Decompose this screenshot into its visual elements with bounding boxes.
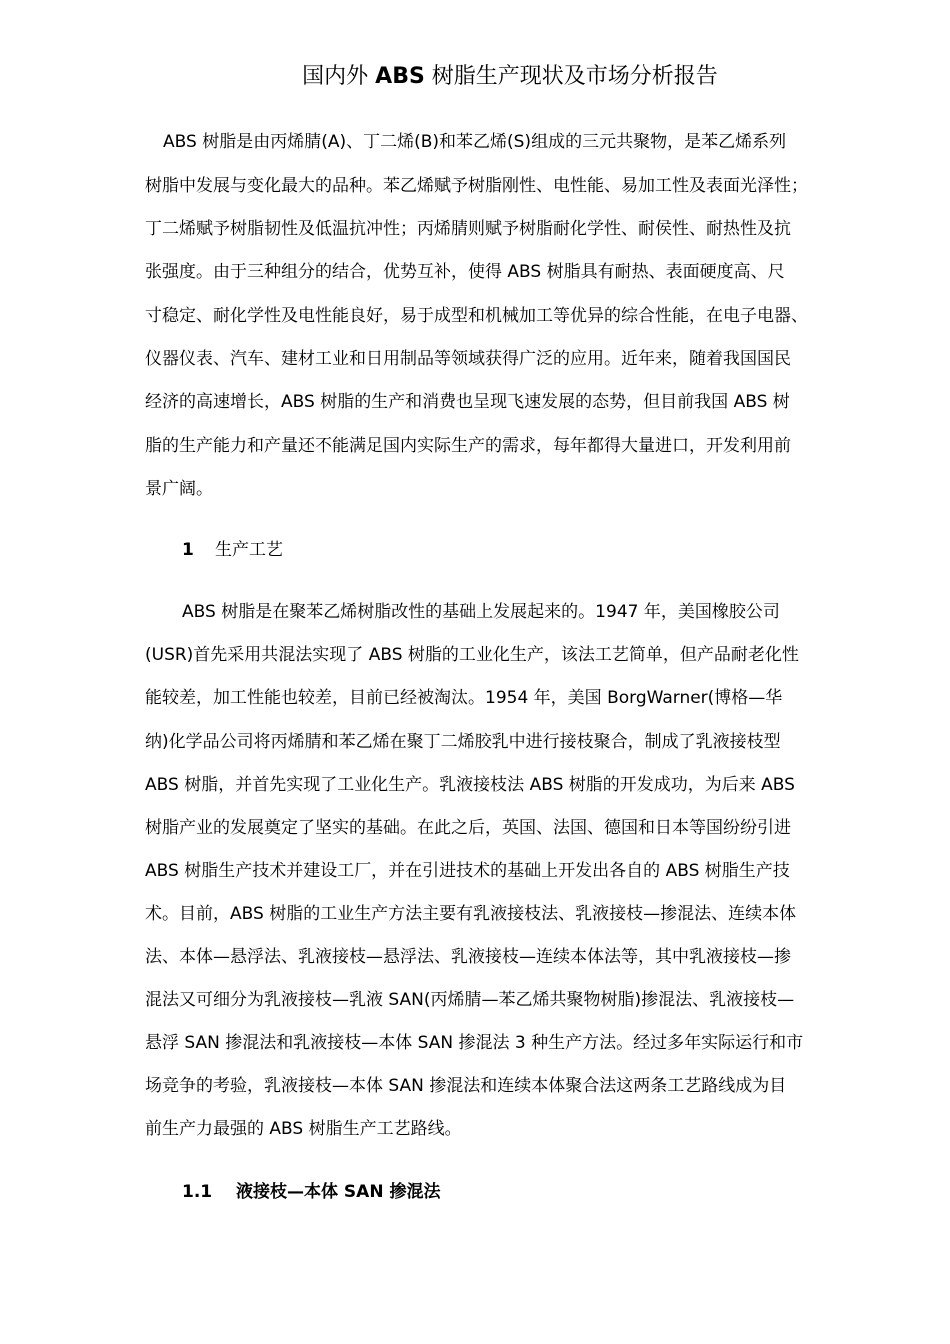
intro-line: 寸稳定、耐化学性及电性能良好，易于成型和机械加工等优异的综合性能，在电子电器、	[145, 306, 808, 326]
body-line: ABS 树脂生产技术并建设工厂，并在引进技术的基础上开发出各自的 ABS 树脂生产技	[145, 861, 790, 881]
intro-line: 经济的高速增长，ABS 树脂的生产和消费也呈现飞速发展的态势，但目前我国 ABS 树	[145, 392, 790, 412]
body-line: 前生产力最强的 ABS 树脂生产工艺路线。	[145, 1119, 462, 1139]
intro-line: 张强度。由于三种组分的结合，优势互补，使得 ABS 树脂具有耐热、表面硬度高、尺	[145, 262, 785, 282]
document-title	[0, 60, 950, 94]
body-line: (USR)首先采用共混法实现了 ABS 树脂的工业化生产，该法工艺简单，但产品耐老化性	[145, 645, 799, 665]
section-1-1-heading	[182, 1180, 440, 1204]
title-suffix: 树脂生产现状及市场分析报告	[424, 64, 718, 89]
section-number: 1.1	[182, 1182, 213, 1202]
body-line: ABS 树脂，并首先实现了工业化生产。乳液接枝法 ABS 树脂的开发成功，为后来 ABS	[145, 775, 795, 795]
body-line: 场竞争的考验，乳液接枝—本体 SAN 掺混法和连续本体聚合法这两条工艺路线成为目	[145, 1076, 787, 1096]
intro-line: 树脂中发展与变化最大的品种。苯乙烯赋予树脂刚性、电性能、易加工性及表面光泽性；	[145, 176, 808, 196]
body-line: 混法又可细分为乳液接枝—乳液 SAN(丙烯腈—苯乙烯共聚物树脂)掺混法、乳液接枝—	[145, 990, 795, 1010]
title-prefix: 国内外	[302, 64, 376, 89]
intro-line: 仪器仪表、汽车、建材工业和日用制品等领域获得广泛的应用。近年来，随着我国国民	[145, 349, 791, 369]
section-number: 1	[182, 540, 194, 560]
body-line: 术。目前，ABS 树脂的工业生产方法主要有乳液接枝法、乳液接枝—掺混法、连续本体	[145, 904, 797, 924]
section-title: 液接枝—本体 SAN 掺混法	[236, 1182, 441, 1202]
intro-line: 脂的生产能力和产量还不能满足国内实际生产的需求，每年都得大量进口，开发利用前	[145, 436, 791, 456]
title-abs: ABS	[375, 64, 425, 89]
intro-line: 丁二烯赋予树脂韧性及低温抗冲性；丙烯腈则赋予树脂耐化学性、耐侯性、耐热性及抗	[145, 219, 791, 239]
body-line: 法、本体—悬浮法、乳液接枝—悬浮法、乳液接枝—连续本体法等，其中乳液接枝—掺	[145, 947, 791, 967]
body-line: 悬浮 SAN 掺混法和乳液接枝—本体 SAN 掺混法 3 种生产方法。经过多年实际运行和市	[145, 1033, 804, 1053]
body-line: 树脂产业的发展奠定了坚实的基础。在此之后，英国、法国、德国和日本等国纷纷引进	[145, 818, 791, 838]
body-line: 能较差，加工性能也较差，目前已经被淘汰。1954 年，美国 BorgWarner(博格—华	[145, 688, 783, 708]
body-line: ABS 树脂是在聚苯乙烯树脂改性的基础上发展起来的。1947 年，美国橡胶公司	[182, 602, 780, 622]
body-line: 纳)化学品公司将丙烯腈和苯乙烯在聚丁二烯胶乳中进行接枝聚合，制成了乳液接枝型	[145, 732, 781, 752]
intro-line: 景广阔。	[145, 479, 213, 499]
section-title: 生产工艺	[215, 540, 283, 560]
section-1-heading	[182, 538, 283, 562]
intro-line: ABS 树脂是由丙烯腈(A)、丁二烯(B)和苯乙烯(S)组成的三元共聚物，是苯乙烯系列	[163, 132, 787, 152]
